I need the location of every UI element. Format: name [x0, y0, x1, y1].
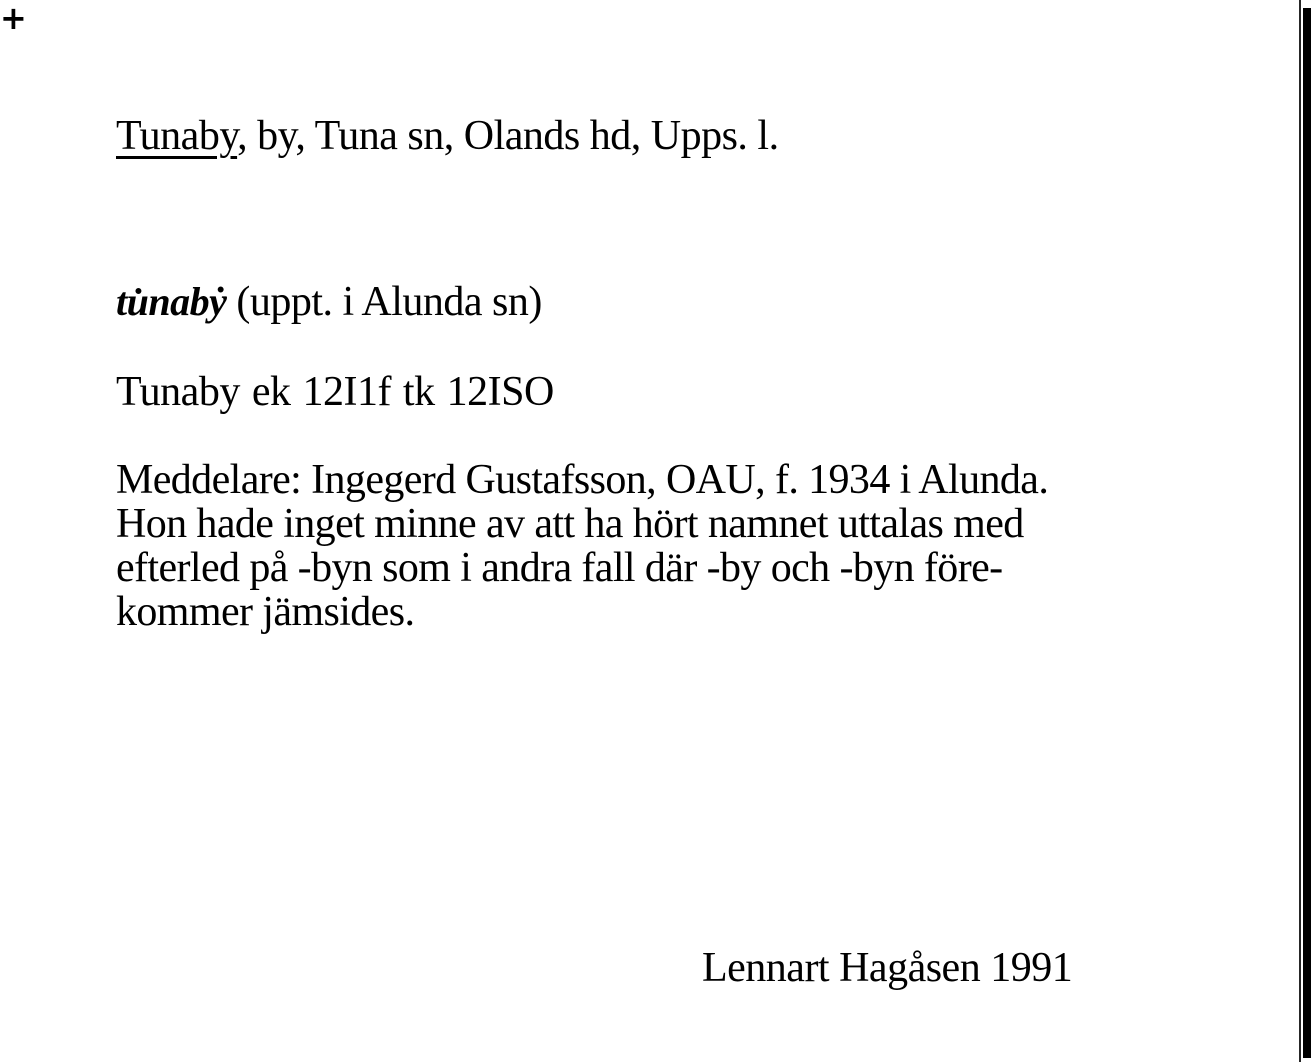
pronunciation-line	[116, 278, 542, 326]
informant-paragraph	[116, 458, 1266, 634]
signature: Lennart Hagåsen 1991	[702, 945, 1073, 991]
map-references: Tunaby ek 12I1f tk 12ISO	[116, 369, 554, 415]
registration-mark: +	[0, 0, 27, 37]
paragraph-line: efterled på -byn som i andra fall där -by och -byn före-	[116, 545, 1003, 591]
place-name: Tunaby	[116, 113, 238, 159]
phonetic-form: tu̇nabẏ	[116, 279, 227, 324]
paragraph-line: Hon hade inget minne av att ha hört namnet uttalas med	[116, 501, 1024, 547]
paragraph-line: kommer jämsides.	[116, 589, 415, 635]
paragraph-line: Meddelare: Ingegerd Gustafsson, OAU, f. 1934 i Alunda.	[116, 457, 1049, 503]
place-details: , by, Tuna sn, Olands hd, Upps. l.	[237, 113, 779, 159]
pronunciation-note: (uppt. i Alunda sn)	[226, 279, 542, 325]
place-heading	[116, 112, 779, 160]
card-edge-line	[1299, 0, 1301, 1062]
card-edge-border	[1303, 8, 1311, 1058]
